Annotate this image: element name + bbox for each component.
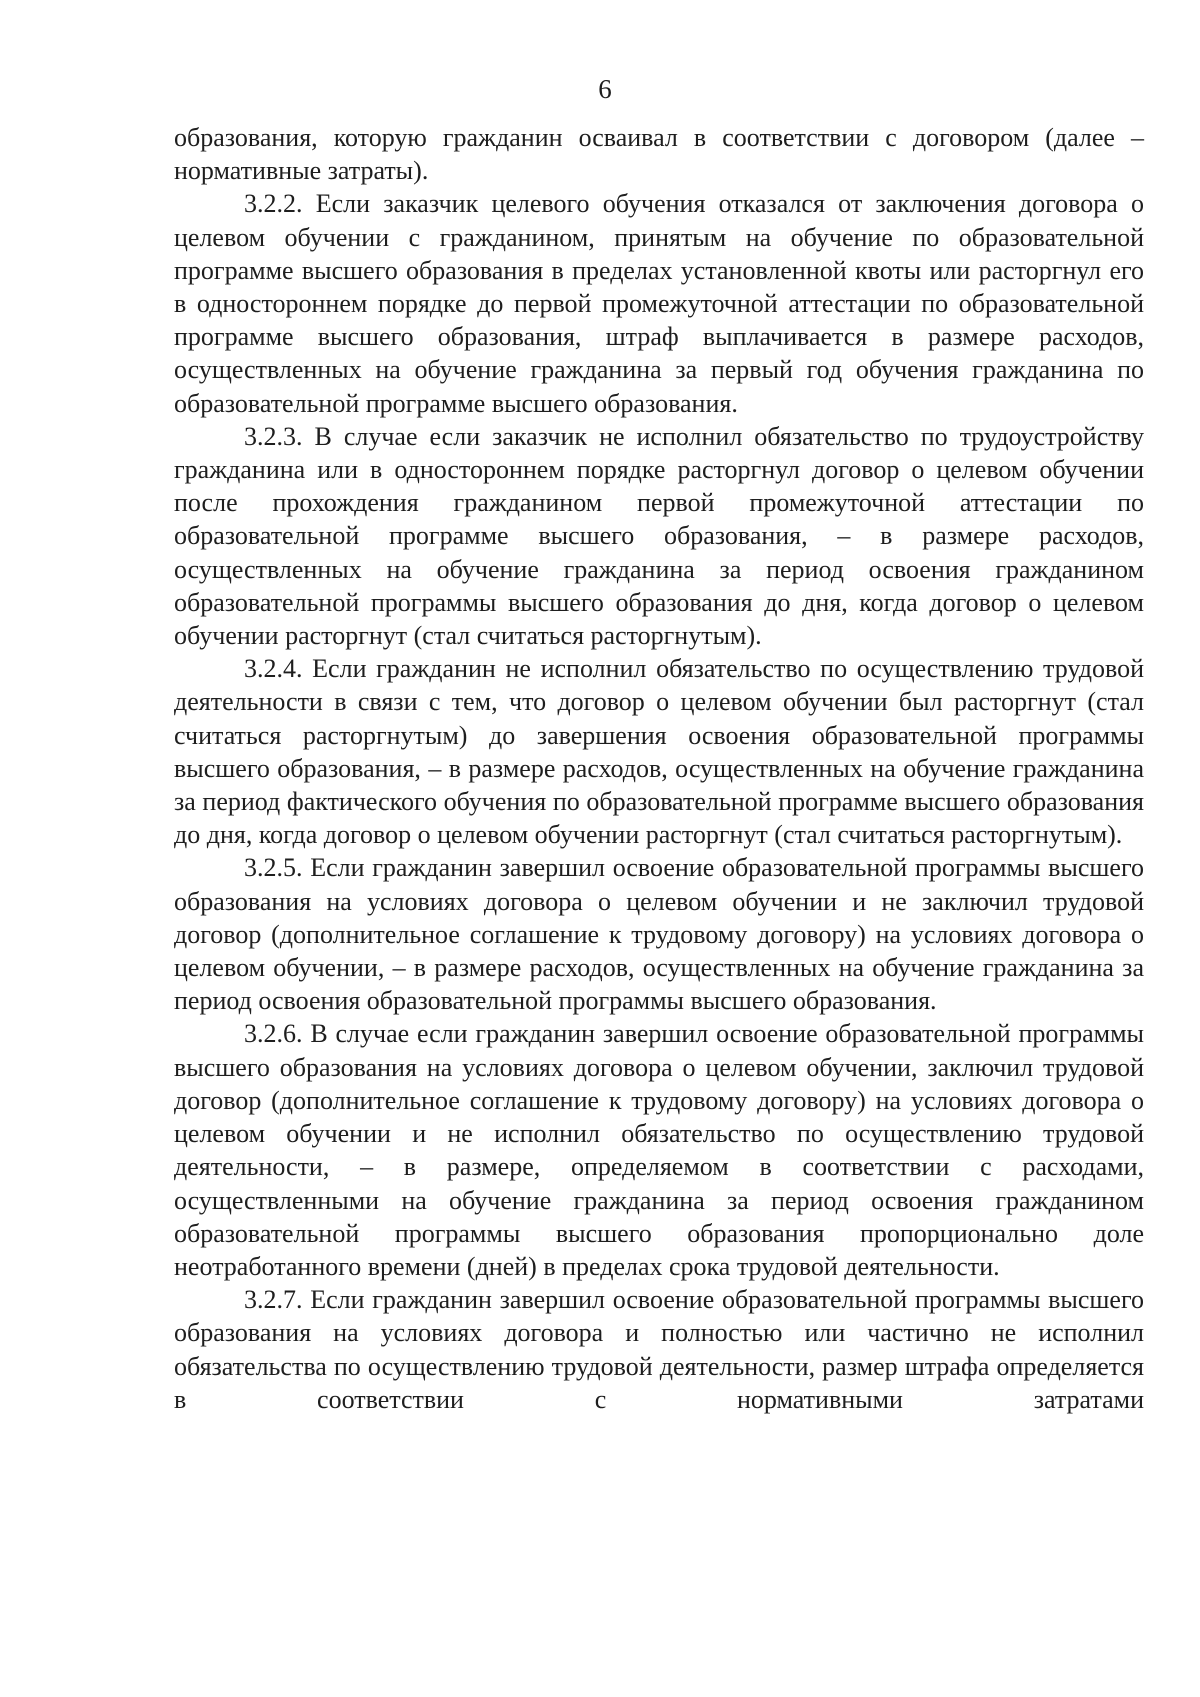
paragraph-3-2-5: 3.2.5. Если гражданин завершил освоение образовательной программы высшего образования на условиях договора о целевом обучении и не заключил трудовой договор (дополнительное соглашение к трудовому договору) на условиях договора о целевом обучении, – в размере расходов, осуществленных на обучение гражданина за период освоения образовательной программы высшего образования. (174, 853, 1144, 1016)
paragraph-3-2-7: 3.2.7. Если гражданин завершил освоение образовательной программы высшего образования на условиях договора и полностью или частично не исполнил обязательства по осуществлению трудовой деятельности, размер штрафа определяется в соответствии с нормативными затратами (174, 1285, 1144, 1414)
body-text (174, 121, 1144, 1416)
paragraph-continued: образования, которую гражданин осваивал в соответствии с договором (далее – нормативные затраты). (174, 123, 1144, 186)
paragraph-3-2-3: 3.2.3. В случае если заказчик не исполнил обязательство по трудоустройству гражданина или в одностороннем порядке расторгнул договор о целевом обучении после прохождения гражданином первой промежуточной аттестации по образовательной программе высшего образования, – в размере расходов, осуществленных на обучение гражданина за период освоения гражданином образовательной программы высшего образования до дня, когда договор о целевом обучении расторгнут (стал считаться расторгнутым). (174, 421, 1144, 651)
paragraph-3-2-4: 3.2.4. Если гражданин не исполнил обязательство по осуществлению трудовой деятельности в связи с тем, что договор о целевом обучении был расторгнут (стал считаться расторгнутым) до завершения освоения образовательной программы высшего образования, – в размере расходов, осуществленных на обучение гражданина за период фактического обучения по образовательной программе высшего образования до дня, когда договор о целевом обучении расторгнут (стал считаться расторгнутым). (174, 654, 1144, 850)
paragraph-3-2-6: 3.2.6. В случае если гражданин завершил освоение образовательной программы высшего образования на условиях договора о целевом обучении, заключил трудовой договор (дополнительное соглашение к трудовому договору) на условиях договора о целевом обучении и не исполнил обязательство по осуществлению трудовой деятельности, – в размере, определяемом в соответствии с расходами, осуществленными на обучение гражданина за период освоения гражданином образовательной программы высшего образования пропорционально доле неотработанного времени (дней) в пределах срока трудовой деятельности. (174, 1019, 1144, 1281)
page-number: 6 (598, 74, 612, 104)
paragraph-3-2-2: 3.2.2. Если заказчик целевого обучения отказался от заключения договора о целевом обучении с гражданином, принятым на обучение по образовательной программе высшего образования в пределах установленной квоты или расторгнул его в одностороннем порядке до первой промежуточной аттестации по образовательной программе высшего образования, штраф выплачивается в размере расходов, осуществленных на обучение гражданина за первый год обучения гражданина по образовательной программе высшего образования. (174, 189, 1144, 418)
